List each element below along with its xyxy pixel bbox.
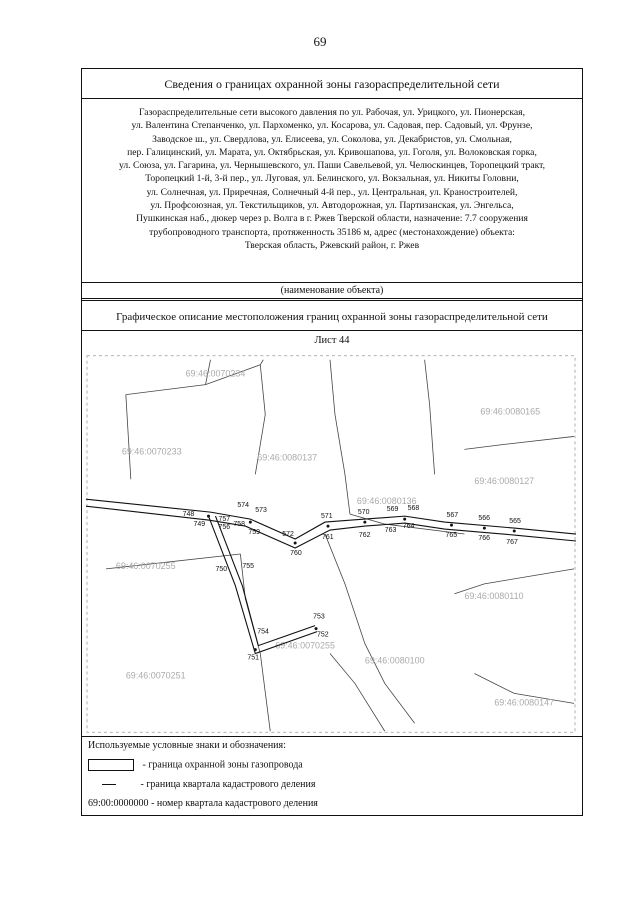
zone-branch-inner	[215, 516, 315, 645]
point-marker	[294, 542, 297, 545]
legend-text: - номер квартала кадастрового деления	[148, 798, 318, 809]
cadastral-label: 69:46:0070255	[275, 640, 335, 651]
point-marker	[483, 527, 486, 530]
quarter-code-symbol: 69:00:0000000	[88, 798, 149, 809]
point-marker	[254, 648, 257, 651]
legend-title: Используемые условные знаки и обозначения:	[88, 740, 286, 751]
point-label: 763	[384, 527, 397, 535]
point-label: 766	[478, 535, 491, 543]
object-description	[82, 99, 582, 283]
quarter-line-symbol	[102, 784, 116, 785]
point-label: 748	[182, 511, 195, 519]
boundary-line	[126, 395, 131, 480]
legend-text: - граница охранной зоны газопровода	[142, 759, 303, 771]
point-label: 569	[386, 506, 399, 514]
point-label: 764	[402, 523, 415, 531]
point-label: 752	[317, 631, 329, 639]
point-label: 767	[506, 539, 518, 546]
point-label: 755	[242, 562, 255, 570]
description-line: трубопроводного транспорта, протяженность 35186 м, адрес (местонахождение) объекта:	[149, 226, 515, 238]
point-label: 751	[247, 654, 259, 662]
legend	[82, 736, 582, 817]
point-label: 570	[357, 509, 370, 517]
point-label: 566	[478, 515, 491, 523]
point-label: 573	[255, 507, 267, 515]
protection-zone	[86, 499, 576, 653]
point-marker	[249, 521, 252, 524]
point-label: 753	[313, 613, 325, 621]
boundary-line	[330, 360, 350, 514]
point-label: 759	[248, 529, 260, 537]
legend-item-quarter-number	[88, 798, 318, 809]
point-label: 756	[218, 524, 231, 532]
point-label: 749	[193, 521, 206, 529]
document-frame	[81, 68, 583, 816]
cadastral-label: 69:46:0080127	[474, 476, 535, 487]
cadastral-label: 69:46:0070251	[125, 670, 186, 681]
point-marker	[450, 524, 453, 527]
page-number: 69	[313, 34, 327, 49]
cadastral-label: 69:46:0080147	[494, 697, 555, 708]
boundary-line	[325, 534, 415, 723]
description-text	[88, 106, 576, 252]
legend-text: - граница квартала кадастрового деления	[140, 779, 316, 790]
cadastral-label: 69:46:0080110	[464, 590, 524, 601]
point-label: 757	[218, 516, 231, 524]
graphic-title: Графическое описание местоположения границ охранной зоны газораспределительной сети	[82, 304, 582, 331]
cadastral-label: 69:46:0080100	[364, 655, 425, 666]
point-label: 568	[407, 505, 420, 513]
section-title: Сведения о границах охранной зоны газораспределительной сети	[82, 69, 582, 99]
description-line: Газораспределительные сети высокого давления по ул. Рабочая, ул. Урицкого, ул. Пионерская,	[139, 107, 525, 118]
separator-line	[82, 299, 582, 301]
point-label: 754	[257, 628, 269, 636]
point-marker	[363, 521, 366, 524]
cadastral-label: 69:46:0080136	[356, 496, 417, 507]
point-label: 760	[290, 549, 302, 557]
object-name-caption: (наименование объекта)	[82, 283, 582, 299]
point-label: 765	[445, 532, 458, 540]
description-line: Заводское ш., ул. Свердлова, ул. Елисеева, ул. Соколова, ул. Декабристов, ул. Смольная,	[152, 133, 512, 145]
point-label: 572	[282, 531, 294, 539]
description-line: ул. Союза, ул. Гагарина, ул. Чернышевского, ул. Паши Савельевой, ул. Челюскинцев, Торопецкий тракт,	[118, 160, 545, 172]
boundary-line	[464, 436, 574, 449]
description-line: ул. Валентина Степанченко, ул. Пархоменко, ул. Косарова, ул. Садовая, пер. Садовый, ул. Фрунзе,	[131, 120, 533, 132]
point-marker	[327, 525, 330, 528]
point-marker	[513, 530, 516, 533]
point-label: 574	[237, 502, 250, 510]
description-line: Торопецкий 1-й, 3-й пер., ул. Луговая, ул. Белинского, ул. Вокзальная, ул. Никиты Головни,	[145, 173, 519, 185]
description-line: Пушкинская наб., дюкер через р. Волга в г. Ржев Тверской области, назначение: 7.7 сооружения	[136, 213, 528, 225]
point-label: 750	[215, 565, 228, 573]
point-marker	[403, 518, 406, 521]
legend-item-zone	[88, 759, 303, 771]
cadastral-label: 69:46:0070255	[115, 560, 176, 571]
description-line: пер. Галицинский, ул. Марата, ул. Октябрьская, ул. Кривошапова, ул. Гоголя, ул. Волоковская горка,	[127, 146, 537, 158]
description-line: Тверская область, Ржевский район, г. Ржев	[244, 239, 420, 251]
point-label: 571	[321, 513, 333, 521]
cadastral-label: 69:46:0070233	[121, 446, 182, 457]
legend-item-quarter	[88, 779, 315, 790]
description-line: ул. Солнечная, ул. Приречная, Солнечный 4-й пер., ул. Центральная, ул. Краностроителей,	[146, 186, 518, 198]
point-label: 761	[322, 534, 334, 542]
map-section	[82, 331, 582, 736]
description-line: ул. Профсоюзная, ул. Текстильщиков, ул. Автодорожная, ул. Партизанская, ул. Энгельса,	[150, 200, 514, 212]
cadastral-map	[86, 351, 576, 737]
cadastral-label: 69:46:0080165	[480, 406, 541, 417]
sheet-label: Лист 44	[314, 335, 350, 346]
cadastral-label: 69:46:0080137	[257, 452, 318, 463]
point-label: 762	[358, 532, 371, 540]
point-marker	[315, 627, 318, 630]
point-marker	[207, 515, 210, 518]
point-label: 567	[446, 512, 459, 520]
point-label: 758	[233, 521, 246, 529]
boundary-line	[425, 360, 435, 475]
cadastral-label: 69:46:0070234	[185, 368, 246, 379]
zone-symbol	[88, 759, 134, 771]
point-label: 565	[509, 518, 521, 526]
